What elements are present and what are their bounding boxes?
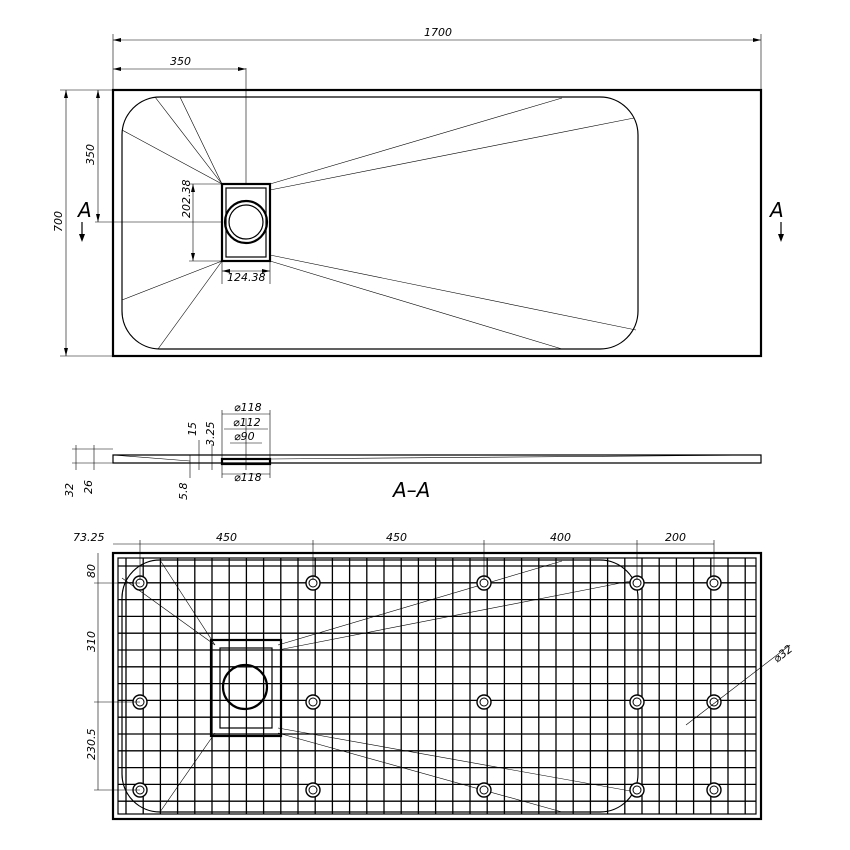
dim-32: 32 xyxy=(63,483,76,497)
foot xyxy=(630,695,644,709)
foot xyxy=(630,783,644,797)
slope-lines xyxy=(122,97,636,349)
basin-outline xyxy=(122,97,638,349)
dim-400: 400 xyxy=(550,531,571,544)
dim-d32: ⌀32 xyxy=(770,642,796,666)
section-mark-right: A xyxy=(770,198,784,222)
dim-230-5: 230.5 xyxy=(85,728,98,760)
dim-310: 310 xyxy=(85,631,98,652)
bottom-view xyxy=(73,531,795,819)
section-mark-left: A xyxy=(78,198,92,222)
rib-grid xyxy=(118,558,756,814)
dim-26: 26 xyxy=(82,480,95,494)
dim-200: 200 xyxy=(665,531,686,544)
dim-350-x: 350 xyxy=(170,55,191,68)
foot xyxy=(306,783,320,797)
section-profile xyxy=(113,455,761,463)
top-view xyxy=(52,26,784,356)
dim-d118-top: ⌀118 xyxy=(234,401,262,414)
dim-700: 700 xyxy=(52,211,65,232)
tray-outline xyxy=(113,90,761,356)
dim-450-b: 450 xyxy=(386,531,407,544)
foot xyxy=(707,783,721,797)
foot xyxy=(477,783,491,797)
dim-d112: ⌀112 xyxy=(233,416,261,429)
drain-hole-inner xyxy=(229,205,263,239)
dim-80: 80 xyxy=(85,564,98,578)
dim-124-38: 124.38 xyxy=(227,271,266,284)
drain-box-inner xyxy=(226,188,266,257)
section-view xyxy=(63,401,761,502)
drain-hole-outer xyxy=(225,201,267,243)
dim-3-25: 3.25 xyxy=(204,421,217,446)
dim-202-38: 202.38 xyxy=(180,179,193,218)
feet-group xyxy=(133,576,721,797)
dim-5-8: 5.8 xyxy=(177,482,190,500)
dim-1700: 1700 xyxy=(424,26,452,39)
dim-d118-bottom: ⌀118 xyxy=(234,471,262,484)
foot xyxy=(306,695,320,709)
dim-450-a: 450 xyxy=(216,531,237,544)
dim-15: 15 xyxy=(186,422,199,436)
dim-d90: ⌀90 xyxy=(234,430,255,443)
foot xyxy=(477,695,491,709)
dim-73-25: 73.25 xyxy=(73,531,105,544)
dim-350-y: 350 xyxy=(84,144,97,165)
section-title: A–A xyxy=(393,478,431,502)
